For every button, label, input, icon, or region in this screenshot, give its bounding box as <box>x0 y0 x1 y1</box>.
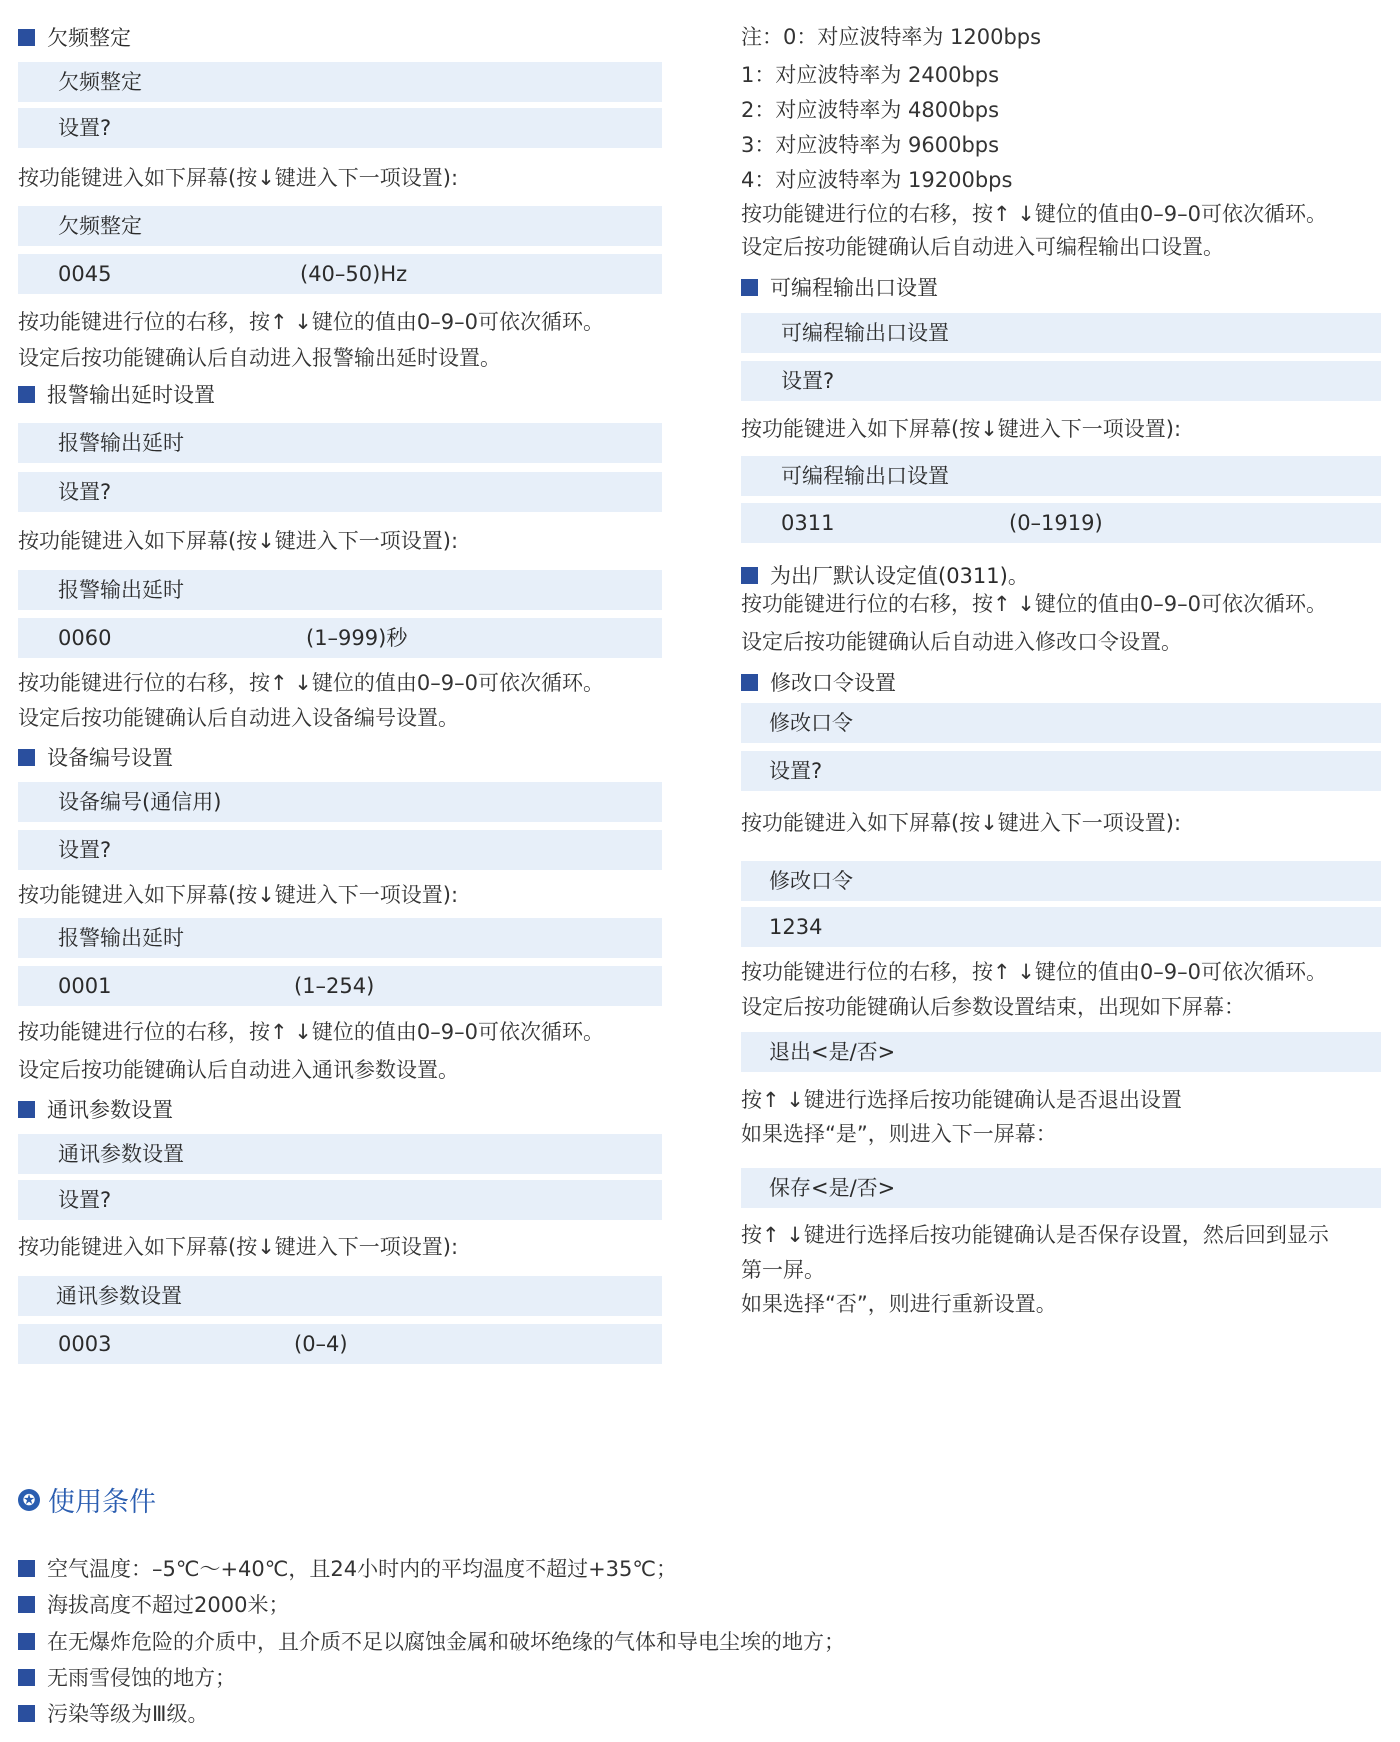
square-bullet-icon <box>18 1633 35 1650</box>
lcd-line: 退出<是/否> <box>741 1032 1381 1072</box>
heading-device-no: 设备编号设置 <box>18 742 173 772</box>
instruction-text: 按功能键进行位的右移，按↑ ↓键位的值由0–9–0可依次循环。 <box>18 1020 604 1044</box>
instruction-text: 如果选择“否”，则进行重新设置。 <box>741 1292 1057 1316</box>
heading-password: 修改口令设置 <box>741 667 896 697</box>
square-bullet-icon <box>741 279 758 296</box>
instruction-text: 按功能键进行位的右移，按↑ ↓键位的值由0–9–0可依次循环。 <box>18 310 604 334</box>
instruction-text: 第一屏。 <box>741 1258 825 1282</box>
lcd-line: 设置? <box>741 751 1381 791</box>
instruction-text: 按功能键进入如下屏幕(按↓键进入下一项设置): <box>18 1235 459 1259</box>
baud-note: 1：对应波特率为 2400bps <box>741 63 1000 87</box>
star-icon: ✪ <box>18 1489 40 1511</box>
instruction-text: 设定后按功能键确认后自动进入报警输出延时设置。 <box>18 346 501 370</box>
instruction-text: 按功能键进行位的右移，按↑ ↓键位的值由0–9–0可依次循环。 <box>741 202 1327 226</box>
lcd-line: 0001 (1–254) <box>18 966 662 1006</box>
instruction-text: 按↑ ↓键进行选择后按功能键确认是否退出设置 <box>741 1088 1182 1112</box>
square-bullet-icon <box>18 1101 35 1118</box>
lcd-line: 可编程输出口设置 <box>741 313 1381 353</box>
instruction-text: 按功能键进入如下屏幕(按↓键进入下一项设置): <box>18 529 459 553</box>
lcd-line: 设置? <box>18 830 662 870</box>
instruction-text: 设定后按功能键确认后自动进入可编程输出口设置。 <box>741 235 1224 259</box>
square-bullet-icon <box>18 1560 35 1577</box>
instruction-text: 按功能键进行位的右移，按↑ ↓键位的值由0–9–0可依次循环。 <box>741 960 1327 984</box>
lcd-line: 设置? <box>18 472 662 512</box>
lcd-line: 可编程输出口设置 <box>741 456 1381 496</box>
baud-note: 2：对应波特率为 4800bps <box>741 98 1000 122</box>
lcd-line: 通讯参数设置 <box>18 1276 662 1316</box>
section-title-conditions: ✪ 使用条件 <box>18 1480 156 1519</box>
condition-item: 空气温度：–5℃～+40℃，且24小时内的平均温度不超过+35℃； <box>18 1553 677 1583</box>
square-bullet-icon <box>18 1596 35 1613</box>
heading-default-value: 为出厂默认设定值(0311)。 <box>741 560 1029 590</box>
instruction-text: 按功能键进入如下屏幕(按↓键进入下一项设置): <box>741 811 1182 835</box>
square-bullet-icon <box>741 567 758 584</box>
lcd-line: 欠频整定 <box>18 206 662 246</box>
baud-note: 注：0：对应波特率为 1200bps <box>741 25 1042 49</box>
baud-note: 4：对应波特率为 19200bps <box>741 168 1013 192</box>
condition-item: 在无爆炸危险的介质中，且介质不足以腐蚀金属和破坏绝缘的气体和导电尘埃的地方； <box>18 1626 845 1656</box>
heading-underfreq: 欠频整定 <box>18 22 131 52</box>
lcd-line: 通讯参数设置 <box>18 1134 662 1174</box>
lcd-line: 0060 (1–999)秒 <box>18 618 662 658</box>
condition-item: 无雨雪侵蚀的地方； <box>18 1662 236 1692</box>
lcd-line: 设置? <box>741 361 1381 401</box>
baud-note: 3：对应波特率为 9600bps <box>741 133 1000 157</box>
instruction-text: 按功能键进入如下屏幕(按↓键进入下一项设置): <box>18 166 459 190</box>
lcd-line: 报警输出延时 <box>18 423 662 463</box>
lcd-line: 保存<是/否> <box>741 1168 1381 1208</box>
heading-prog-output: 可编程输出口设置 <box>741 272 938 302</box>
condition-item: 海拔高度不超过2000米； <box>18 1589 289 1619</box>
lcd-line: 修改口令 <box>741 861 1381 901</box>
lcd-line: 0311 (0–1919) <box>741 503 1381 543</box>
lcd-line: 设置? <box>18 1180 662 1220</box>
lcd-line: 修改口令 <box>741 703 1381 743</box>
instruction-text: 按功能键进行位的右移，按↑ ↓键位的值由0–9–0可依次循环。 <box>18 671 604 695</box>
square-bullet-icon <box>18 1669 35 1686</box>
instruction-text: 设定后按功能键确认后自动进入通讯参数设置。 <box>18 1058 459 1082</box>
lcd-line: 报警输出延时 <box>18 918 662 958</box>
condition-item: 污染等级为Ⅲ级。 <box>18 1698 208 1728</box>
lcd-line: 0045 (40–50)Hz <box>18 254 662 294</box>
instruction-text: 设定后按功能键确认后参数设置结束，出现如下屏幕： <box>741 995 1245 1019</box>
instruction-text: 按↑ ↓键进行选择后按功能键确认是否保存设置，然后回到显示 <box>741 1223 1329 1247</box>
instruction-text: 设定后按功能键确认后自动进入设备编号设置。 <box>18 706 459 730</box>
lcd-line: 1234 <box>741 907 1381 947</box>
instruction-text: 如果选择“是”，则进入下一屏幕： <box>741 1122 1057 1146</box>
instruction-text: 按功能键进行位的右移，按↑ ↓键位的值由0–9–0可依次循环。 <box>741 592 1327 616</box>
instruction-text: 设定后按功能键确认后自动进入修改口令设置。 <box>741 630 1182 654</box>
lcd-line: 欠频整定 <box>18 62 662 102</box>
square-bullet-icon <box>18 1705 35 1722</box>
square-bullet-icon <box>18 386 35 403</box>
square-bullet-icon <box>741 674 758 691</box>
heading-alarm-delay: 报警输出延时设置 <box>18 379 215 409</box>
heading-comm: 通讯参数设置 <box>18 1094 173 1124</box>
lcd-line: 设备编号(通信用) <box>18 782 662 822</box>
instruction-text: 按功能键进入如下屏幕(按↓键进入下一项设置): <box>741 417 1182 441</box>
square-bullet-icon <box>18 29 35 46</box>
lcd-line: 0003 (0–4) <box>18 1324 662 1364</box>
instruction-text: 按功能键进入如下屏幕(按↓键进入下一项设置): <box>18 883 459 907</box>
square-bullet-icon <box>18 749 35 766</box>
lcd-line: 设置? <box>18 108 662 148</box>
lcd-line: 报警输出延时 <box>18 570 662 610</box>
